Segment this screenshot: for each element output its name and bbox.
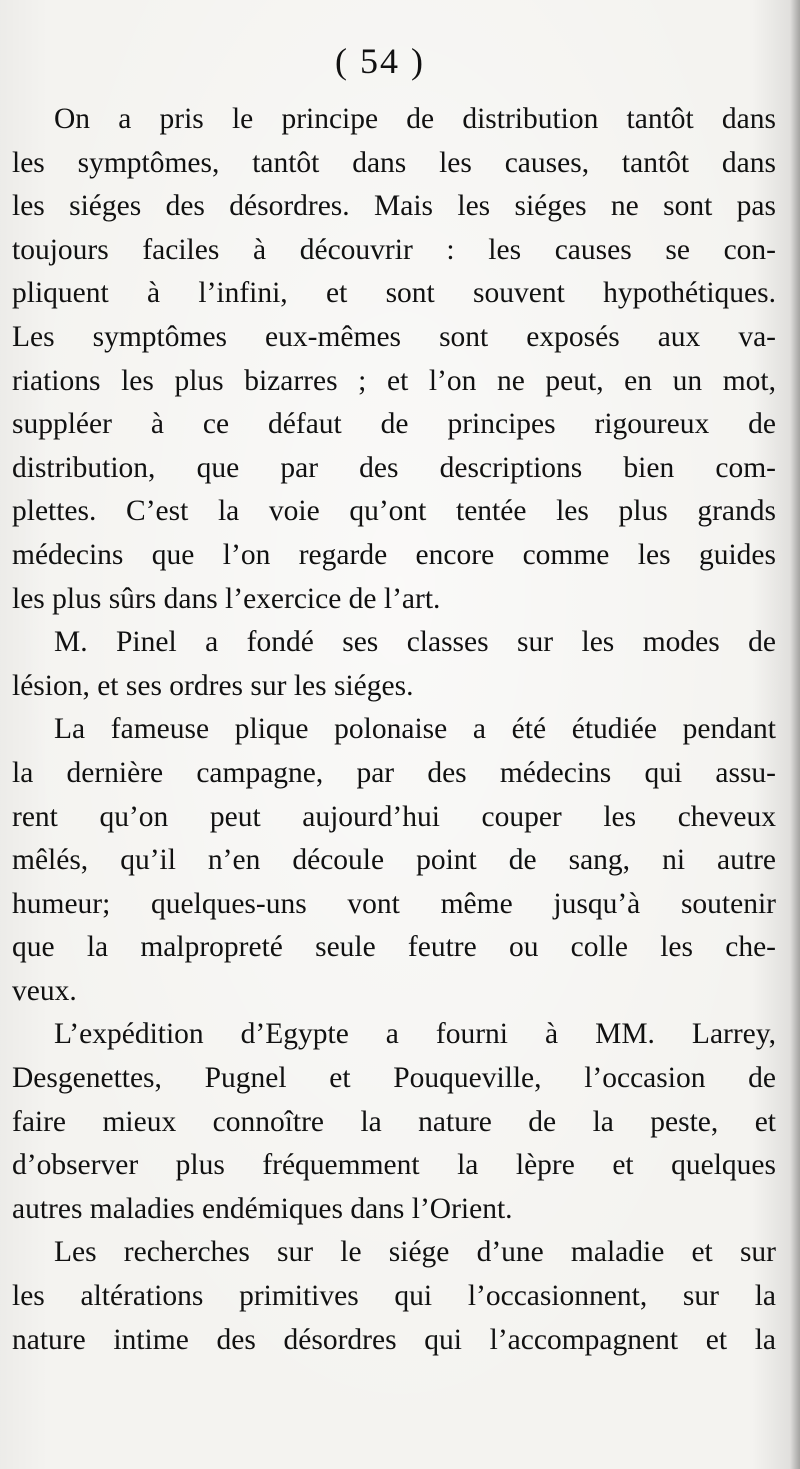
text-line: suppléer à ce défaut de principes rigoureux de xyxy=(12,408,776,441)
text-line: faire mieux connoître la nature de la peste, et xyxy=(12,1105,776,1138)
text-line: veux. xyxy=(12,974,77,1007)
text-line: mêlés, qu’il n’en découle point de sang, ni autre xyxy=(12,844,776,877)
paragraph-1 xyxy=(12,98,776,621)
text-line: lésion, et ses ordres sur les siéges. xyxy=(12,669,414,702)
text-line: médecins que l’on regarde encore comme les guides xyxy=(12,538,776,571)
text-line: que la malpropreté seule feutre ou colle les che- xyxy=(12,931,776,964)
text-line: rent qu’on peut aujourd’hui couper les cheveux xyxy=(12,800,776,833)
paragraph-4 xyxy=(12,1013,776,1231)
text-line: L’expédition d’Egypte a fourni à MM. Larrey, xyxy=(54,1018,776,1051)
text-line: les symptômes, tantôt dans les causes, tantôt dans xyxy=(12,146,776,179)
page-number: ( 54 ) xyxy=(335,41,425,81)
text-line: distribution, que par des descriptions bien com- xyxy=(12,451,776,484)
text-line: toujours faciles à découvrir : les causes se con- xyxy=(12,233,776,266)
text-line: riations les plus bizarres ; et l’on ne peut, en un mot, xyxy=(12,364,776,397)
text-line: les siéges des désordres. Mais les siéges ne sont pas xyxy=(12,190,776,223)
text-line: la dernière campagne, par des médecins qui assu- xyxy=(12,756,776,789)
text-body xyxy=(12,98,776,1362)
paragraph-5 xyxy=(12,1231,776,1362)
page-edge-shadow xyxy=(790,0,800,1469)
text-line: les altérations primitives qui l’occasionnent, sur la xyxy=(12,1280,776,1313)
text-line: Les symptômes eux-mêmes sont exposés aux va- xyxy=(12,320,776,353)
text-line: les plus sûrs dans l’exercice de l’art. xyxy=(12,582,441,615)
text-line: plettes. C’est la voie qu’ont tentée les plus grands xyxy=(12,495,776,528)
paragraph-2 xyxy=(12,621,776,708)
text-line: Les recherches sur le siége d’une maladie et sur xyxy=(54,1236,776,1269)
text-line: Desgenettes, Pugnel et Pouqueville, l’occasion de xyxy=(12,1062,776,1095)
text-line: On a pris le principe de distribution tantôt dans xyxy=(54,103,776,135)
text-line: d’observer plus fréquemment la lèpre et quelques xyxy=(12,1149,776,1182)
text-line: nature intime des désordres qui l’accompagnent et la xyxy=(12,1323,776,1356)
text-line: La fameuse plique polonaise a été étudiée pendant xyxy=(54,713,776,746)
text-line: pliquent à l’infini, et sont souvent hypothétiques. xyxy=(12,277,776,310)
paragraph-3 xyxy=(12,708,776,1013)
text-line: M. Pinel a fondé ses classes sur les modes de xyxy=(54,626,776,659)
text-line: humeur; quelques-uns vont même jusqu’à soutenir xyxy=(12,887,776,920)
text-line: autres maladies endémiques dans l’Orient. xyxy=(12,1192,513,1225)
